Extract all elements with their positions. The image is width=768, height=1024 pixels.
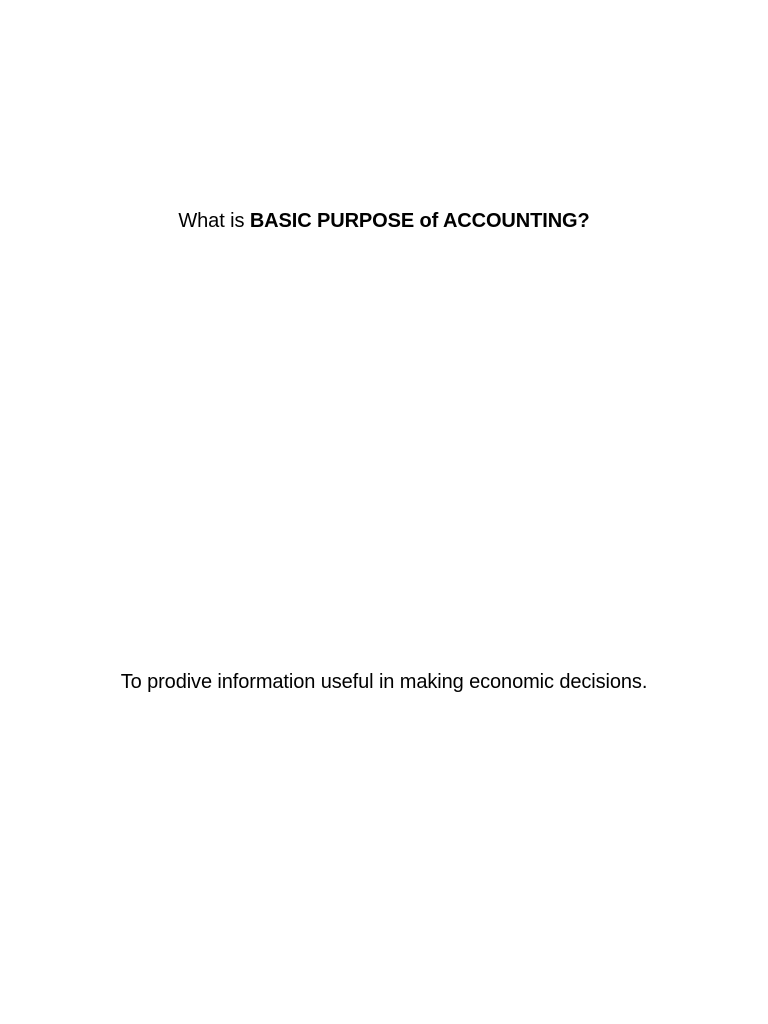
question-line [0,207,768,235]
question-prefix: What is [178,210,250,232]
question-emphasis: BASIC PURPOSE of ACCOUNTING? [249,210,590,232]
answer-line: To prodive information useful in making economic decisions. [120,671,648,693]
